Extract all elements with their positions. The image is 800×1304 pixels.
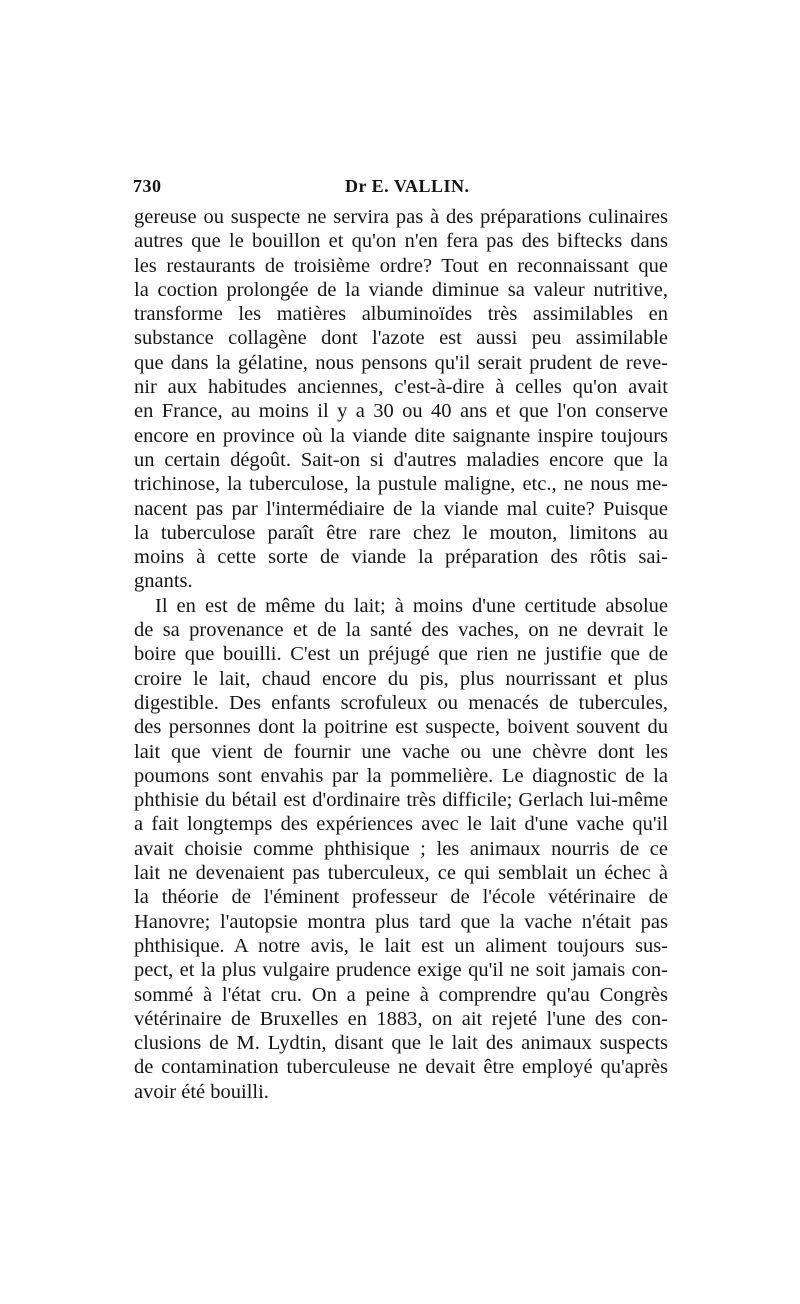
text-line: sommé à l'état cru. On a peine à comprendre qu'au Congrès <box>134 983 668 1006</box>
text-line: gnants. <box>134 570 193 593</box>
text-line: lait ne devenaient pas tuberculeux, ce qui semblait un échec à <box>134 862 668 885</box>
text-line: Il en est de même du lait; à moins d'une certitude absolue <box>155 594 668 617</box>
text-line: vétérinaire de Bruxelles en 1883, on ait rejeté l'une des con- <box>134 1007 668 1030</box>
text-line: de sa provenance et de la santé des vaches, on ne devrait le <box>134 619 668 642</box>
text-line: Hanovre; l'autopsie montra plus tard que la vache n'était pas <box>134 910 668 933</box>
text-line: transforme les matières albuminoïdes très assimilables en <box>134 303 668 326</box>
text-line: en France, au moins il y a 30 ou 40 ans et que l'on conserve <box>134 400 668 423</box>
text-line: avoir été bouilli. <box>134 1080 269 1103</box>
text-line: la théorie de l'éminent professeur de l'école vétérinaire de <box>134 886 668 909</box>
text-line: nacent pas par l'intermédiaire de la viande mal cuite? Puisque <box>134 497 668 520</box>
text-line: poumons sont envahis par la pommelière. Le diagnostic de la <box>134 764 668 787</box>
text-line: que dans la gélatine, nous pensons qu'il serait prudent de reve- <box>134 351 668 374</box>
text-line: a fait longtemps des expériences avec le lait d'une vache qu'il <box>134 813 668 836</box>
text-line: avait choisie comme phthisique ; les animaux nourris de ce <box>134 837 668 860</box>
text-line: boire que bouilli. C'est un préjugé que rien ne justifie que de <box>134 643 668 666</box>
text-line: gereuse ou suspecte ne servira pas à des préparations culinaires <box>134 206 668 228</box>
text-line: les restaurants de troisième ordre? Tout en reconnaissant que <box>134 254 668 277</box>
text-line: digestible. Des enfants scrofuleux ou menacés de tubercules, <box>134 691 668 714</box>
text-line: phthisie du bétail est d'ordinaire très difficile; Gerlach lui-même <box>134 789 668 812</box>
text-line: clusions de M. Lydtin, disant que le lait des animaux suspects <box>134 1032 668 1055</box>
paragraph <box>134 594 668 1104</box>
paragraph <box>134 205 668 594</box>
page-number: 730 <box>133 176 162 196</box>
text-line: lait que vient de fournir une vache ou une chèvre dont les <box>134 740 668 763</box>
body-text <box>134 205 668 1104</box>
running-head-author: Dr E. VALLIN. <box>345 176 470 196</box>
text-line: des personnes dont la poitrine est suspecte, boivent souvent du <box>134 716 668 739</box>
text-line: la tuberculose paraît être rare chez le mouton, limitons au <box>134 521 668 544</box>
text-line: nir aux habitudes anciennes, c'est-à-dire à celles qu'on avait <box>134 376 668 399</box>
text-line: pect, et la plus vulgaire prudence exige qu'il ne soit jamais con- <box>134 959 668 982</box>
text-line: un certain dégoût. Sait-on si d'autres maladies encore que la <box>134 448 668 471</box>
text-line: autres que le bouillon et qu'on n'en fera pas des biftecks dans <box>134 230 668 253</box>
text-line: substance collagène dont l'azote est aussi peu assimilable <box>134 327 668 350</box>
text-line: encore en province où la viande dite saignante inspire toujours <box>134 424 668 447</box>
text-line: la coction prolongée de la viande diminue sa valeur nutritive, <box>134 278 668 301</box>
text-line: croire le lait, chaud encore du pis, plus nourrissant et plus <box>134 667 668 690</box>
text-line: de contamination tuberculeuse ne devait être employé qu'après <box>134 1056 668 1079</box>
running-head <box>133 176 668 200</box>
text-line: trichinose, la tuberculose, la pustule maligne, etc., ne nous me- <box>134 473 668 496</box>
text-line: moins à cette sorte de viande la préparation des rôtis sai- <box>134 546 668 569</box>
text-line: phthisique. A notre avis, le lait est un aliment toujours sus- <box>134 934 668 957</box>
